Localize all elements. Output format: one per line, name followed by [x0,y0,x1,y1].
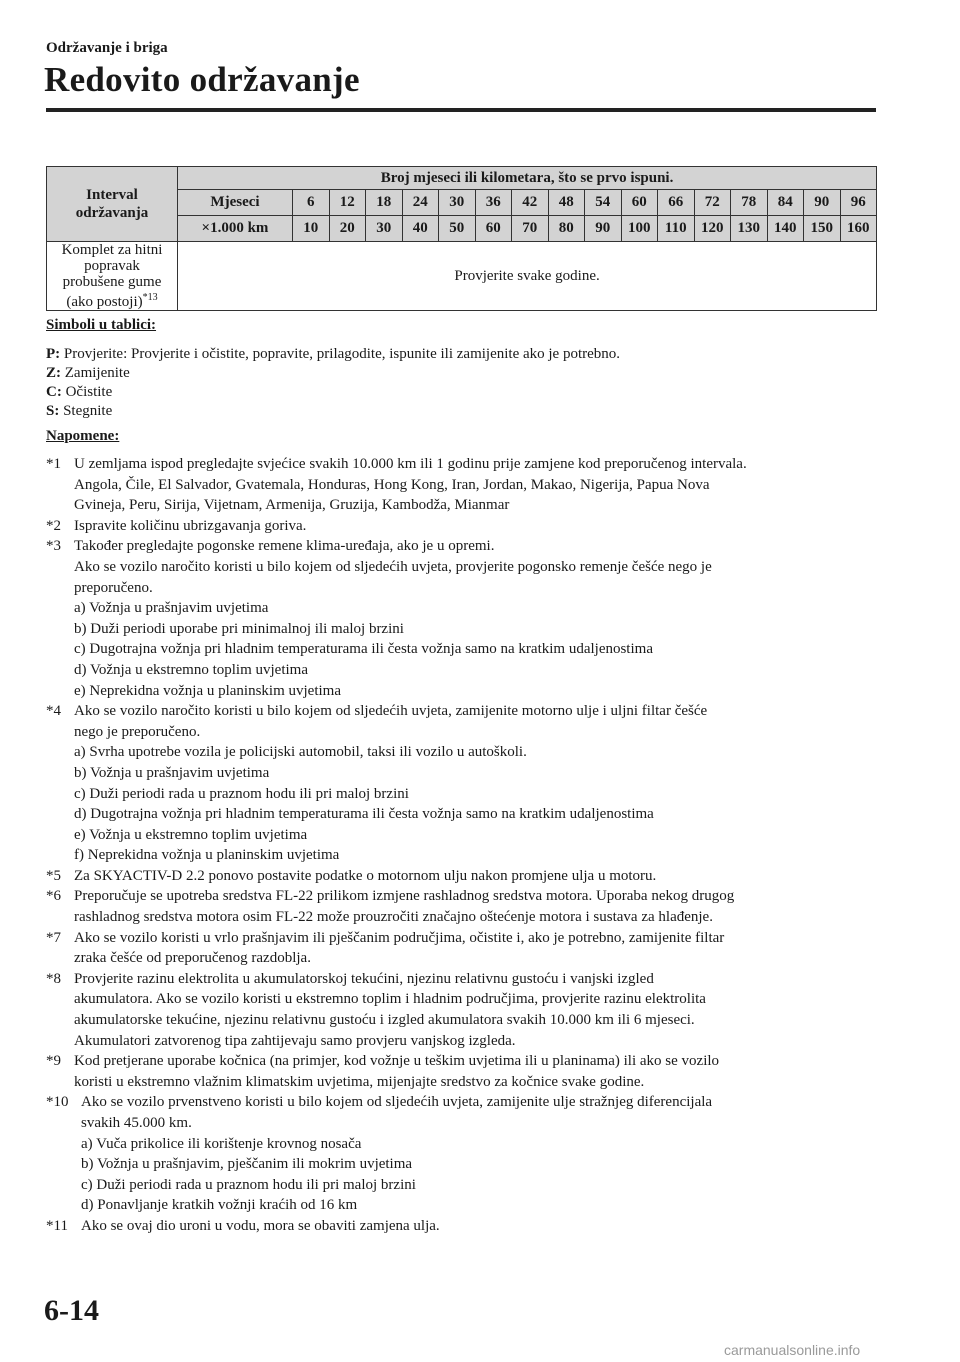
page-title: Redovito održavanje [44,60,360,99]
note-text [74,886,882,927]
month-cell: 24 [402,190,439,216]
note-number: *10 [46,1094,69,1111]
note-line: d) Dugotrajna vožnja pri hladnim temperaturama ili česta vožnja samo na kratkim udaljenostima [74,806,654,823]
km-cell: 70 [512,216,549,242]
note-number: *5 [46,867,61,884]
km-cell: 160 [840,216,877,242]
symbol-key: C: [46,384,62,400]
note-line: Angola, Čile, El Salvador, Gvatemala, Honduras, Hong Kong, Iran, Jordan, Makao, Nigerija, Papua Nova [74,476,710,493]
note-line: b) Vožnja u prašnjavim uvjetima [74,764,270,781]
note-line: Ako se vozilo koristi u vrlo prašnjavim ili pješčanim područjima, očistite i, ako je potrebno, zamijenite filtar [74,929,725,946]
month-cell: 36 [475,190,512,216]
item-ref: *13 [142,292,158,303]
note-line: preporučeno. [74,579,153,596]
note-text [74,928,882,969]
note-text [81,1092,882,1216]
month-cell: 72 [694,190,731,216]
note-line: koristi u ekstremno vlažnim klimatskim uvjetima, mijenjajte sredstvo za kočnice svake godine. [74,1073,645,1090]
month-cell: 30 [439,190,476,216]
note-item [46,701,882,866]
notes-heading: Napomene: [46,428,120,444]
maintenance-table [46,166,877,311]
month-cell: 42 [512,190,549,216]
note-line: Za SKYACTIV-D 2.2 ponovo postavite podatke o motornom ulju nakon promjene ulja u motoru. [74,867,657,884]
symbol-item [46,402,620,421]
km-cell: 50 [439,216,476,242]
note-item [46,928,882,969]
km-cell: 90 [585,216,622,242]
month-cell: 48 [548,190,585,216]
item-note: Provjerite svake godine. [178,242,877,311]
interval-label-2: održavanja [75,205,149,221]
km-cell: 80 [548,216,585,242]
note-item [46,1051,882,1092]
item-line-1: Komplet za hitni popravak [61,242,163,274]
note-number: *7 [46,929,61,946]
item-cell [47,242,178,311]
note-number: *4 [46,703,61,720]
note-line: zraka češće od preporučenog razdoblja. [74,950,311,967]
symbol-text: Provjerite: Provjerite i očistite, popravite, prilagodite, ispunite ili zamijenite ako je potrebno. [63,346,621,362]
note-text [74,969,882,1051]
km-cell: 140 [767,216,804,242]
note-text [74,536,882,701]
note-number: *8 [46,970,61,987]
note-line: a) Svrha upotrebe vozila je policijski automobil, taksi ili vozilo u autoškoli. [74,744,527,761]
note-text [74,516,882,537]
note-line: a) Vožnja u prašnjavim uvjetima [74,600,269,617]
km-cell: 150 [804,216,841,242]
note-line: akumulatorske tekućine, njezinu relativnu gustoću i izgled akumulatora svakih 10.000 km ili 6 mjeseci. [74,1012,695,1029]
km-cell: 40 [402,216,439,242]
km-cell: 60 [475,216,512,242]
interval-header-cell [47,167,178,242]
km-cell: 120 [694,216,731,242]
month-cell: 18 [366,190,403,216]
note-line: Preporučuje se upotreba sredstva FL-22 prilikom izmjene rashladnog sredstva motora. Uporaba nekog drugog [74,888,735,905]
km-cell: 30 [366,216,403,242]
note-line: f) Neprekidna vožnja u planinskim uvjetima [74,847,340,864]
month-cell: 12 [329,190,366,216]
page-number: 6-14 [44,1294,99,1327]
note-line: a) Vuča prikolice ili korištenje krovnog nosača [81,1135,362,1152]
note-number: *6 [46,888,61,905]
note-line: c) Duži periodi rada u praznom hodu ili pri maloj brzini [74,785,409,802]
symbol-item [46,383,620,402]
km-cell: 130 [731,216,768,242]
note-line: b) Duži periodi uporabe pri minimalnoj ili maloj brzini [74,620,404,637]
month-cell: 6 [293,190,330,216]
symbol-key: Z: [46,365,61,381]
symbol-key: P: [46,346,61,362]
note-item [46,454,882,516]
note-line: c) Dugotrajna vožnja pri hladnim temperaturama ili česta vožnja samo na kratkim udaljenostima [74,641,653,658]
item-line-2: probušene gume [62,274,162,290]
symbol-item [46,345,620,364]
note-item [46,969,882,1051]
km-cell: 20 [329,216,366,242]
km-cell: 110 [658,216,695,242]
note-number: *11 [46,1217,68,1234]
note-line: Ako se vozilo naročito koristi u bilo kojem od sljedećih uvjeta, provjerite pogonsko remenje češće nego je [74,558,712,575]
note-line: svakih 45.000 km. [81,1115,192,1131]
note-number: *2 [46,517,61,534]
symbol-text: Zamijenite [64,365,130,381]
note-text [74,701,882,866]
symbol-key: S: [46,403,60,419]
symbol-text: Očistite [65,384,113,400]
note-item [46,516,882,537]
note-line: Provjerite razinu elektrolita u akumulatorskoj tekućini, njezinu relativnu gustoću i vanjski izgled [74,970,654,987]
note-line: Akumulatori zatvorenog tipa zahtijevaju samo provjeru vanjskog izgleda. [74,1032,516,1049]
month-cell: 96 [840,190,877,216]
interval-label-1: Interval [86,187,138,203]
month-cell: 60 [621,190,658,216]
month-cell: 54 [585,190,622,216]
note-line: e) Vožnja u ekstremno toplim uvjetima [74,826,308,843]
note-item [46,866,882,887]
note-text [74,1051,882,1092]
note-item [46,1216,882,1237]
symbol-item [46,364,620,383]
note-line: d) Vožnja u ekstremno toplim uvjetima [74,661,308,678]
note-line: Ispravite količinu ubrizgavanja goriva. [74,517,307,534]
km-cell: 100 [621,216,658,242]
note-text [81,1216,882,1237]
month-cell: 90 [804,190,841,216]
symbol-text: Stegnite [63,403,113,419]
note-line: nego je preporučeno. [74,723,201,740]
note-line: b) Vožnja u prašnjavim, pješčanim ili mokrim uvjetima [81,1156,413,1173]
watermark: carmanualsonline.info [724,1342,861,1358]
note-line: Ako se vozilo prvenstveno koristi u bilo kojem od sljedećih uvjeta, zamijenite ulje stražnjeg diferencijala [81,1094,713,1111]
note-item [46,536,882,701]
notes-list [46,454,882,1237]
note-number: *9 [46,1053,61,1070]
note-line: rashladnog sredstva motora osim FL-22 može prouzročiti značajno oštećenje motora i sustava za hlađenje. [74,909,713,926]
note-number: *1 [46,456,61,472]
km-label: ×1.000 km [178,216,293,242]
note-line: Ako se ovaj dio uroni u vodu, mora se obaviti zamjena ulja. [81,1217,440,1234]
note-text [74,866,882,887]
month-cell: 78 [731,190,768,216]
note-line: c) Duži periodi rada u praznom hodu ili pri maloj brzini [81,1176,416,1193]
table-top-header: Broj mjeseci ili kilometara, što se prvo ispuni. [178,167,877,190]
km-cell: 10 [293,216,330,242]
note-text [74,454,882,516]
symbols-heading: Simboli u tablici: [46,317,157,333]
note-line: Kod pretjerane uporabe kočnica (na primjer, kod vožnje u teškim uvjetima ili u planinama) ili ako se vozilo [74,1053,720,1070]
note-line: d) Ponavljanje kratkih vožnji kraćih od 16 km [81,1197,358,1214]
months-label: Mjeseci [178,190,293,216]
item-line-3: (ako postoji) [66,294,143,310]
note-number: *3 [46,538,61,555]
note-line: U zemljama ispod pregledajte svjećice svakih 10.000 km ili 1 godinu prije zamjene kod preporučenog intervala. [74,456,747,472]
note-item [46,1092,882,1216]
note-item [46,886,882,927]
note-line: Gvineja, Peru, Sirija, Vijetnam, Armenija, Gruzija, Kambodža, Mianmar [74,497,510,514]
month-cell: 66 [658,190,695,216]
note-line: akumulatora. Ako se vozilo koristi u ekstremno toplim i hladnim područjima, provjerite razinu elektrolita [74,991,706,1008]
note-line: e) Neprekidna vožnja u planinskim uvjetima [74,682,342,699]
month-cell: 84 [767,190,804,216]
section-label: Održavanje i briga [46,40,168,56]
note-line: Ako se vozilo naročito koristi u bilo kojem od sljedećih uvjeta, zamijenite motorno ulje i uljni filtar češće [74,703,708,720]
title-rule [46,108,876,112]
symbols-list [46,345,620,421]
note-line: Također pregledajte pogonske remene klima-uređaja, ako je u opremi. [74,538,495,555]
